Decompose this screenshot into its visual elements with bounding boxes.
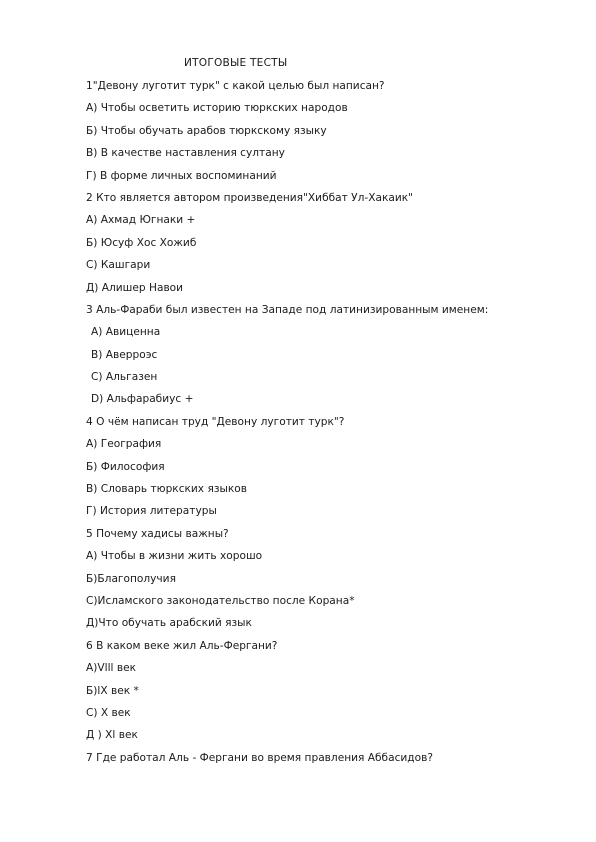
page-title: ИТОГОВЫЕ ТЕСТЫ [184, 57, 288, 69]
answer-option: C) Альгазен [91, 371, 158, 384]
question-2: 2 Кто является автором произведения"Хиббат Ул-Хакаик" [86, 191, 414, 204]
answer-option: Б)Благополучия [86, 572, 176, 585]
answer-option: Г) История литературы [86, 505, 217, 518]
answer-option: Д)Что обучать арабский язык [86, 617, 252, 630]
question-1: 1"Девону луготит турк" с какой целью был написан? [86, 80, 385, 92]
answer-option: B) Аверроэс [91, 348, 158, 361]
question-5: 5 Почему хадисы важны? [86, 527, 229, 540]
test-content [0, 78, 596, 772]
answer-option: Д ) Xl век [86, 729, 138, 742]
answer-option: А) География [86, 438, 162, 451]
answer-option: Б) Чтобы обучать арабов тюркскому языку [86, 124, 327, 137]
answer-option: А) Чтобы в жизни жить хорошо [86, 550, 263, 563]
question-3: 3 Аль-Фараби был известен на Западе под латинизированным именем: [86, 303, 489, 316]
answer-option: С)Исламского законодательство после Корана* [86, 594, 355, 607]
answer-option: Б) Юсуф Хос Хожиб [86, 236, 197, 249]
answer-option: В) Словарь тюркских языков [86, 483, 247, 496]
question-7: 7 Где работал Аль - Фергани во время правления Аббасидов? [86, 751, 433, 764]
answer-option: В) В качестве наставления султану [86, 147, 285, 160]
answer-option: Д) Алишер Навои [86, 281, 184, 294]
answer-option: С) Кашгари [86, 259, 151, 272]
answer-option: А)Vlll век [86, 662, 136, 675]
answer-option: Б) Философия [86, 460, 165, 473]
answer-option: Б)lX век * [86, 684, 139, 697]
answer-option: Г) В форме личных воспоминаний [86, 169, 277, 182]
answer-option: A) Авиценна [91, 326, 161, 339]
answer-option: D) Альфарабиус + [91, 393, 194, 406]
answer-option: А) Чтобы осветить историю тюркских народов [86, 102, 348, 115]
answer-option: С) X век [86, 706, 131, 719]
answer-option: А) Ахмад Югнаки + [86, 214, 196, 227]
question-6: 6 В каком веке жил Аль-Фергани? [86, 639, 278, 652]
question-4: 4 О чём написан труд "Девону луготит турк"? [86, 415, 345, 428]
